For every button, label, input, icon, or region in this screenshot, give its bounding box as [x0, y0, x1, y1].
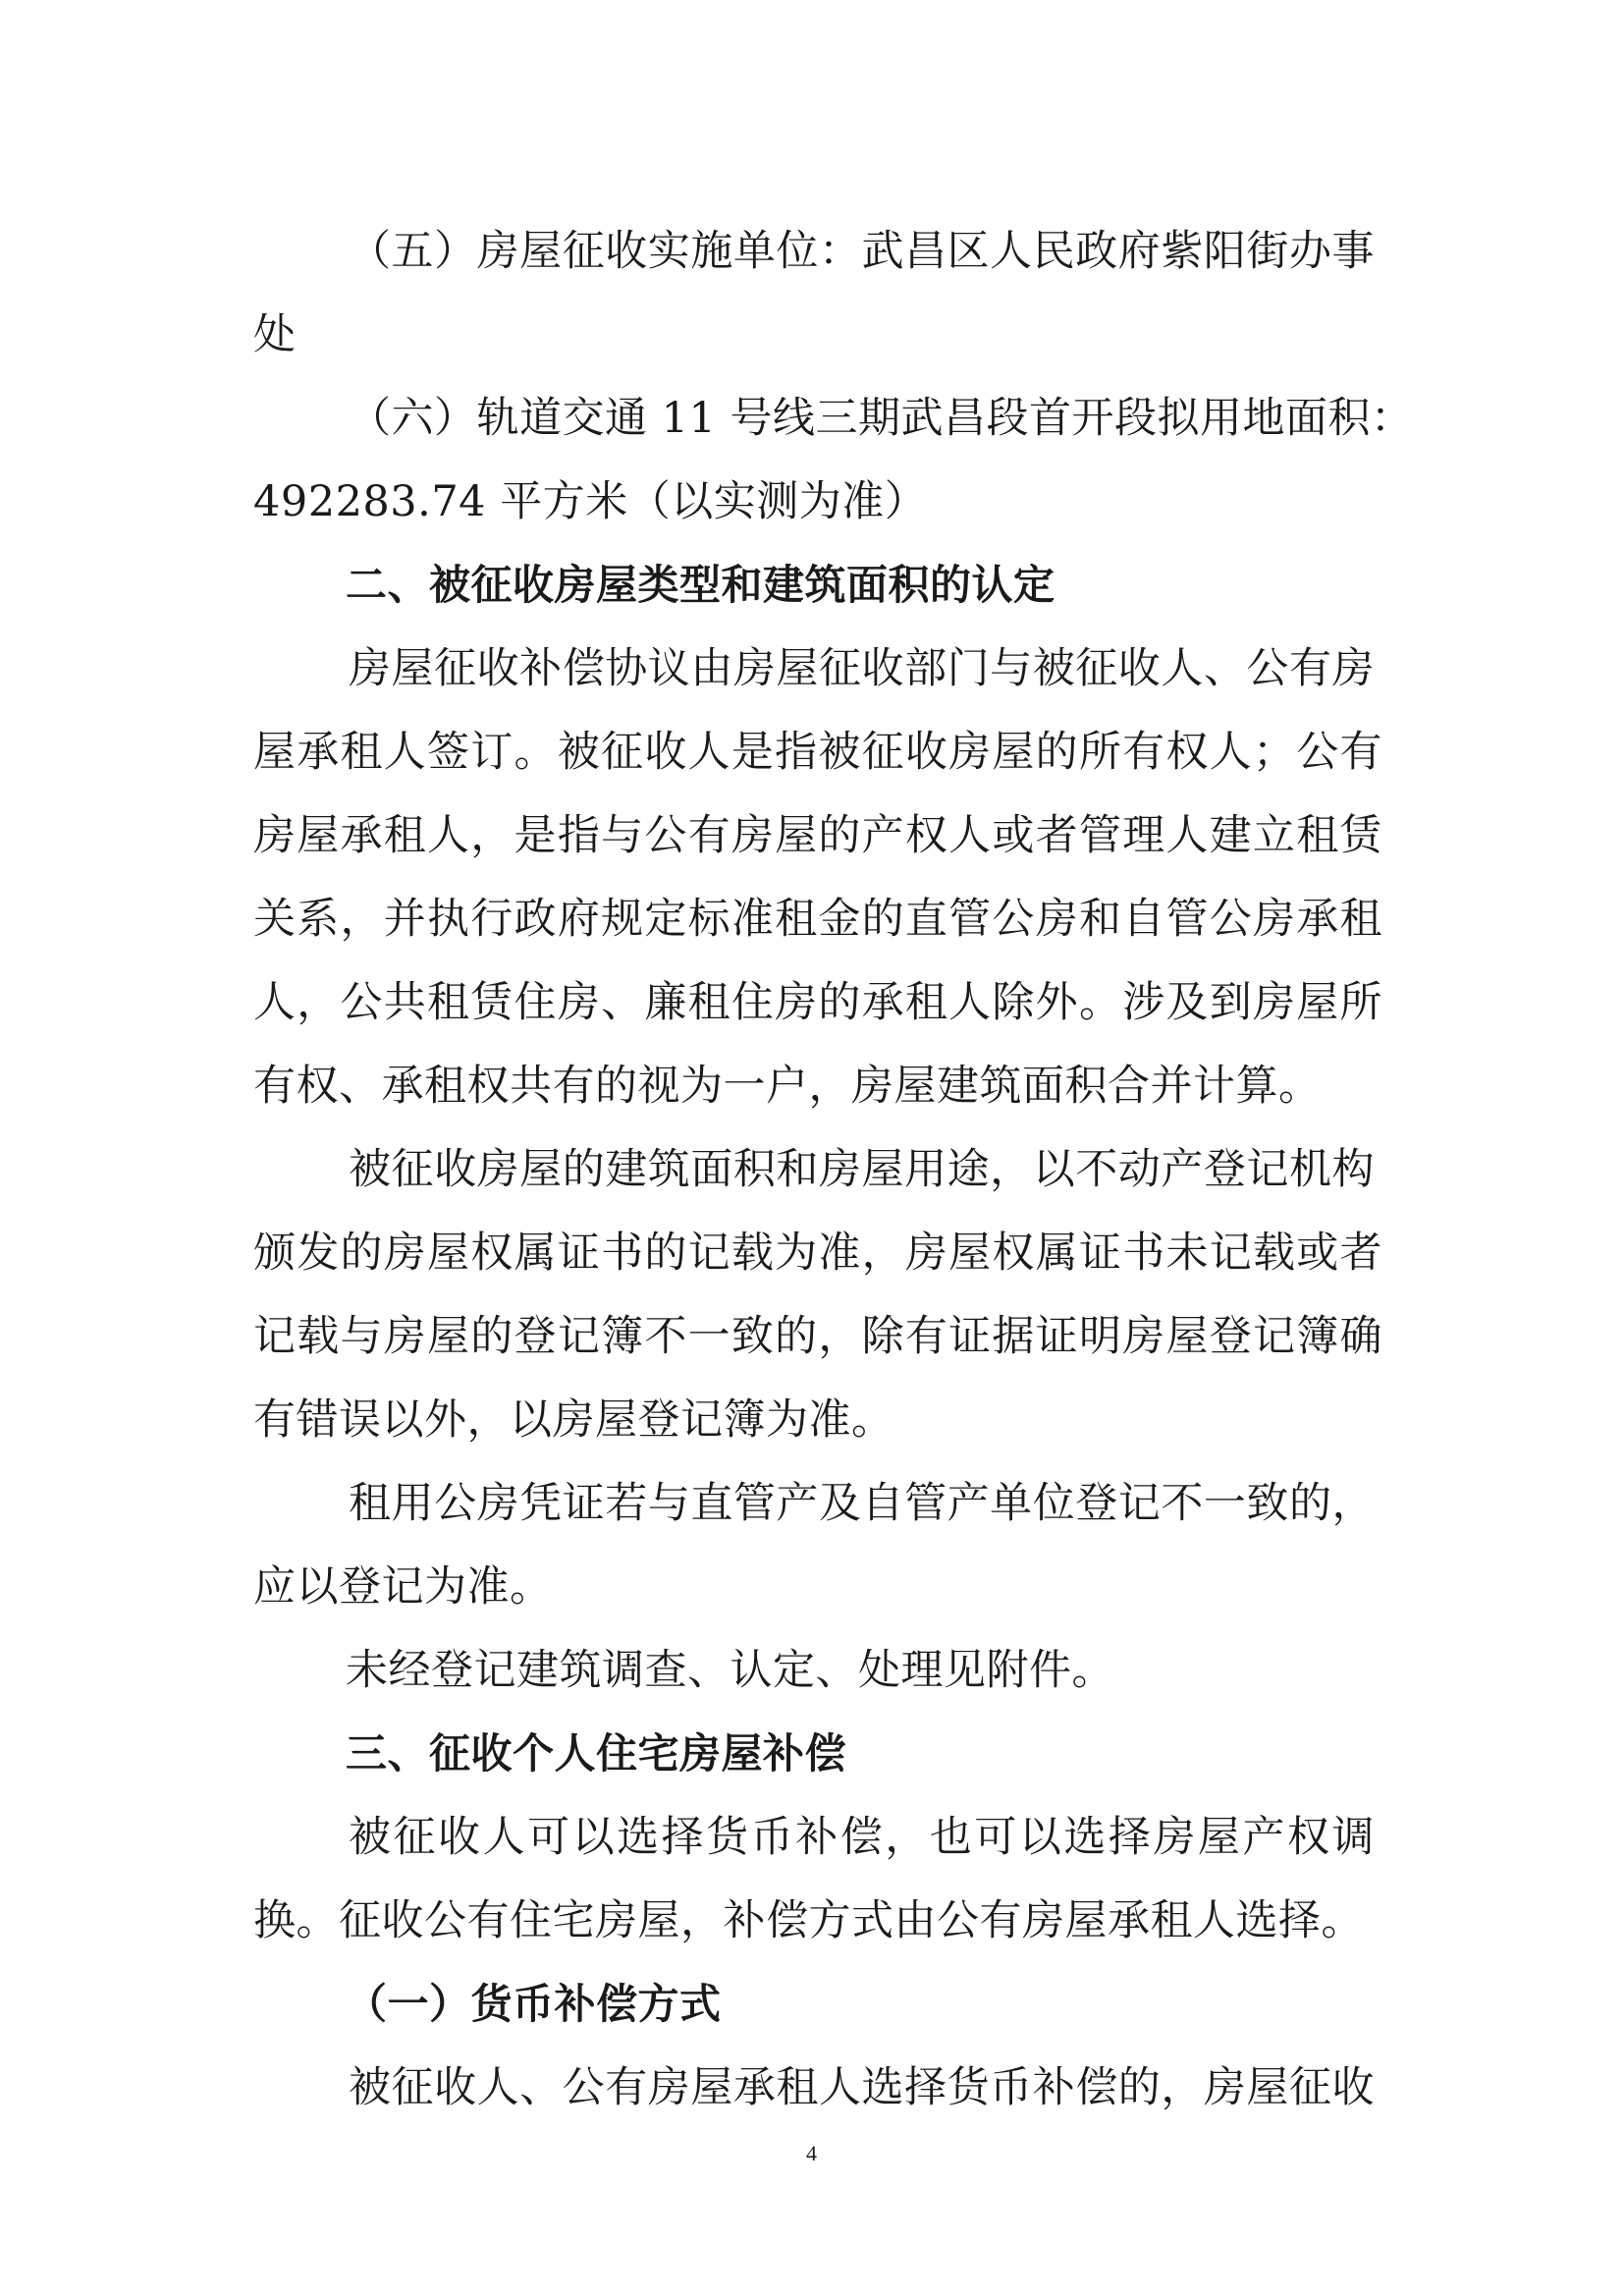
- item-5-line-1: （五）房屋征收实施单位：武昌区人民政府紫阳街办事: [349, 227, 1375, 276]
- paragraph-1-line-6: 有权、承租权共有的视为一户，房屋建筑面积合并计算。: [253, 1062, 1322, 1111]
- paragraph-5-line-2: 换。征收公有住宅房屋，补偿方式由公有房屋承租人选择。: [253, 1896, 1364, 1945]
- page-number: 4: [806, 2141, 817, 2165]
- subsection-heading-3-1: （一）货币补偿方式: [346, 1980, 722, 2028]
- paragraph-5-line-1: 被征收人可以选择货币补偿，也可以选择房屋产权调: [349, 1813, 1375, 1862]
- paragraph-3-line-2: 应以登记为准。: [253, 1562, 553, 1612]
- section-heading-3: 三、征收个人住宅房屋补偿: [346, 1729, 847, 1777]
- item-6-line-1: （六）轨道交通 11 号线三期武昌段首开段拟用地面积：: [349, 394, 1414, 443]
- paragraph-1-line-5: 人，公共租赁住房、廉租住房的承租人除外。涉及到房屋所: [253, 978, 1382, 1027]
- paragraph-1-line-4: 关系，并执行政府规定标准租金的直管公房和自管公房承租: [253, 895, 1382, 944]
- paragraph-2-line-3: 记载与房屋的登记簿不一致的，除有证据证明房屋登记簿确: [253, 1312, 1382, 1361]
- paragraph-2-line-2: 颁发的房屋权属证书的记载为准，房屋权属证书未记载或者: [253, 1229, 1382, 1278]
- paragraph-1-line-2: 屋承租人签订。被征收人是指被征收房屋的所有权人；公有: [253, 728, 1382, 777]
- paragraph-3-line-1: 租用公房凭证若与直管产及自管产单位登记不一致的，: [349, 1479, 1375, 1528]
- paragraph-4-line-1: 未经登记建筑调查、认定、处理见附件。: [346, 1646, 1114, 1695]
- paragraph-1-line-3: 房屋承租人，是指与公有房屋的产权人或者管理人建立租赁: [253, 811, 1382, 860]
- paragraph-6-line-1: 被征收人、公有房屋承租人选择货币补偿的，房屋征收: [349, 2063, 1375, 2112]
- item-6-line-2: 492283.74 平方米（以实测为准）: [253, 477, 928, 526]
- item-5-line-2: 处: [253, 310, 297, 359]
- paragraph-2-line-4: 有错误以外，以房屋登记簿为准。: [253, 1395, 894, 1445]
- section-heading-2: 二、被征收房屋类型和建筑面积的认定: [346, 561, 1055, 609]
- paragraph-2-line-1: 被征收房屋的建筑面积和房屋用途，以不动产登记机构: [349, 1145, 1375, 1194]
- paragraph-1-line-1: 房屋征收补偿协议由房屋征收部门与被征收人、公有房: [349, 644, 1375, 693]
